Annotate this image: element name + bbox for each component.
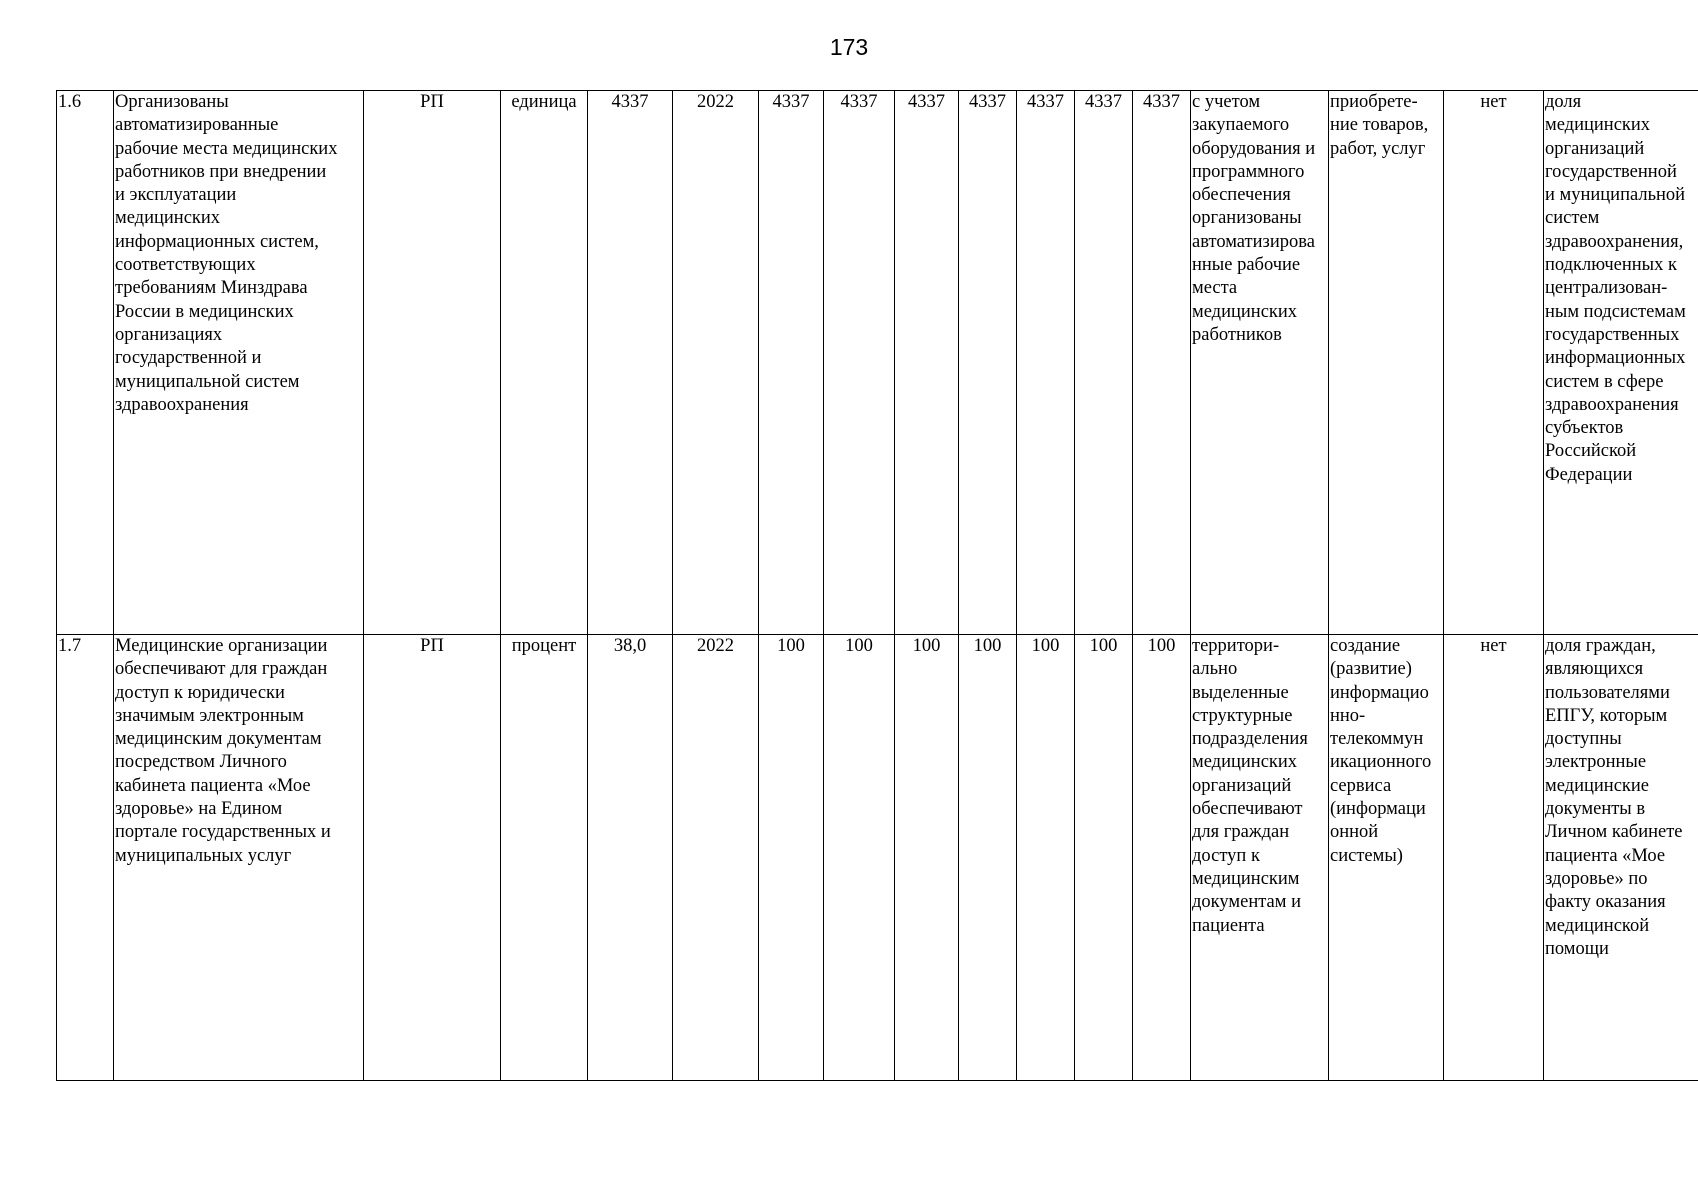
year-value: 4337: [824, 91, 895, 635]
table-row: [57, 635, 1698, 1081]
measure-name: Медицинские организации обеспечивают для граждан доступ к юридически значимым электронным медицинским документам посредством Личного кабинета пациента «Мое здоровье» на Едином портале государственных и муниципальных услуг: [114, 635, 364, 1081]
linked-indicator: доля медицинских организаций государственной и муниципальной систем здравоохранения, подключенных к централизован- ным подсистемам государственных информационных систем в сфере здравоохранения субъектов Российской Федерации: [1544, 91, 1698, 635]
flag-value: нет: [1444, 91, 1544, 635]
table-row: [57, 91, 1698, 635]
year-value: 100: [895, 635, 959, 1081]
result-type: приобрете- ние товаров, работ, услуг: [1329, 91, 1444, 635]
year-value: 4337: [759, 91, 824, 635]
measure-type: РП: [364, 91, 501, 635]
measure-type: РП: [364, 635, 501, 1081]
row-number: 1.6: [57, 91, 114, 635]
year-value: 100: [1075, 635, 1133, 1081]
flag-value: нет: [1444, 635, 1544, 1081]
result-type: создание (развитие) информацио нно- телекоммун икационного сервиса (информаци онной системы): [1329, 635, 1444, 1081]
result-characteristic: с учетом закупаемого оборудования и программного обеспечения организованы автоматизирова нные рабочие места медицинских работников: [1191, 91, 1329, 635]
measure-unit: процент: [501, 635, 588, 1081]
measure-name: Организованы автоматизированные рабочие места медицинских работников при внедрении и эксплуатации медицинских информационных систем, соответствующих требованиям Минздрава России в медицинских организациях государственной и муниципальной систем здравоохранения: [114, 91, 364, 635]
measures-table: [56, 90, 1698, 1081]
year-value: 4337: [1075, 91, 1133, 635]
year-value: 100: [1017, 635, 1075, 1081]
measure-unit: единица: [501, 91, 588, 635]
year-value: 100: [1133, 635, 1191, 1081]
base-value: 38,0: [588, 635, 673, 1081]
year-value: 4337: [1133, 91, 1191, 635]
year-value: 100: [959, 635, 1017, 1081]
year-value: 4337: [1017, 91, 1075, 635]
base-year: 2022: [673, 635, 759, 1081]
base-value: 4337: [588, 91, 673, 635]
year-value: 100: [824, 635, 895, 1081]
row-number: 1.7: [57, 635, 114, 1081]
year-value: 4337: [895, 91, 959, 635]
year-value: 4337: [959, 91, 1017, 635]
base-year: 2022: [673, 91, 759, 635]
linked-indicator: доля граждан, являющихся пользователями ЕПГУ, которым доступны электронные медицинские документы в Личном кабинете пациента «Мое здоровье» по факту оказания медицинской помощи: [1544, 635, 1698, 1081]
result-characteristic: территори- ально выделенные структурные подразделения медицинских организаций обеспечивают для граждан доступ к медицинским документам и пациента: [1191, 635, 1329, 1081]
page-number: 173: [829, 34, 869, 60]
year-value: 100: [759, 635, 824, 1081]
